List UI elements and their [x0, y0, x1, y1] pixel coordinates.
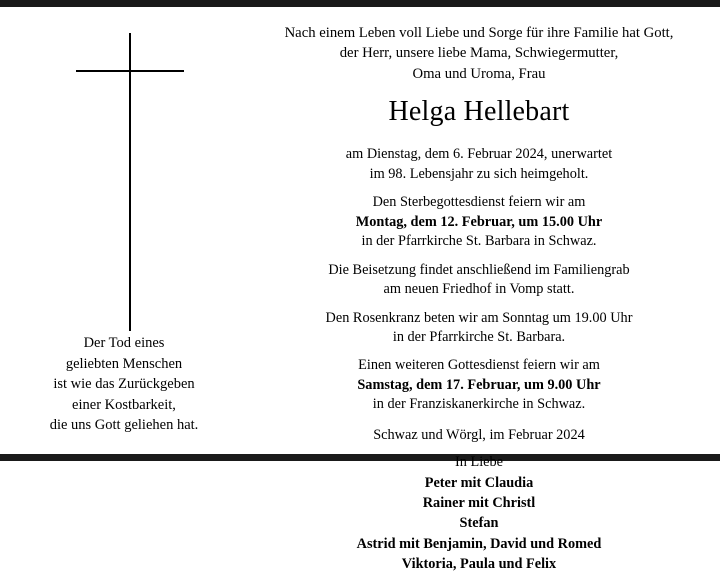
deceased-name: Helga Hellebart [388, 95, 570, 127]
funeral-service-location: in der Pfarrkirche St. Barbara in Schwaz. [361, 233, 597, 250]
verse-line: Der Tod eines [83, 335, 165, 352]
verse-line: geliebten Menschen [65, 355, 183, 372]
intro-text [285, 23, 674, 84]
funeral-service-block [356, 193, 602, 251]
right-column [248, 7, 720, 572]
second-service-intro: Einen weiteren Gottesdienst feiern wir am [358, 357, 600, 374]
rosary-block [326, 309, 633, 348]
rosary-line: Den Rosenkranz beten wir am Sonntag um 19.00 Uhr [325, 309, 633, 326]
family-line-text: Astrid mit Benjamin, David und Romed [356, 535, 602, 552]
burial-line: Die Beisetzung findet anschließend im Familiengrab [328, 261, 630, 278]
rosary-line: in der Pfarrkirche St. Barbara. [392, 328, 566, 345]
in-love-label: In Liebe [454, 453, 504, 470]
cross-icon [0, 29, 248, 329]
death-line: im 98. Lebensjahr zu sich heimgeholt. [369, 165, 589, 182]
second-service-location: in der Franziskanerkirche in Schwaz. [372, 396, 586, 413]
burial-block [328, 261, 629, 300]
funeral-service-intro: Den Sterbegottesdienst feiern wir am [372, 194, 586, 211]
verse-line: die uns Gott geliehen hat. [49, 417, 199, 434]
intro-line: Nach einem Leben voll Liebe und Sorge für ihre Familie hat Gott, [284, 25, 674, 41]
burial-line: am neuen Friedhof in Vomp statt. [383, 281, 575, 298]
intro-line: der Herr, unsere liebe Mama, Schwiegermutter, [339, 45, 619, 62]
family-line-text: Peter mit Claudia [424, 474, 534, 491]
intro-line: Oma und Uroma, Frau [412, 65, 546, 82]
family-line [357, 554, 602, 574]
memorial-verse [0, 333, 248, 454]
left-column [0, 7, 248, 454]
cross-vertical-bar [129, 33, 131, 331]
death-details [346, 145, 612, 184]
cross-horizontal-bar [76, 70, 184, 72]
family-line [357, 534, 602, 554]
family-line [357, 513, 602, 533]
family-line-text: Viktoria, Paula und Felix [401, 555, 557, 572]
second-service-block [357, 356, 600, 414]
family-list [357, 473, 602, 574]
place-and-date: Schwaz und Wörgl, im Februar 2024 [373, 426, 585, 443]
family-line [357, 493, 602, 513]
second-service-datetime: Samstag, dem 17. Februar, um 9.00 Uhr [357, 376, 601, 393]
family-line-text: Stefan [459, 515, 499, 532]
family-line-text: Rainer mit Christl [422, 494, 536, 511]
funeral-service-datetime: Montag, dem 12. Februar, um 15.00 Uhr [355, 213, 603, 230]
verse-line: einer Kostbarkeit, [72, 396, 176, 413]
verse-line: ist wie das Zurückgeben [53, 376, 195, 393]
death-line: am Dienstag, dem 6. Februar 2024, unerwartet [345, 146, 613, 163]
family-line [357, 473, 602, 493]
